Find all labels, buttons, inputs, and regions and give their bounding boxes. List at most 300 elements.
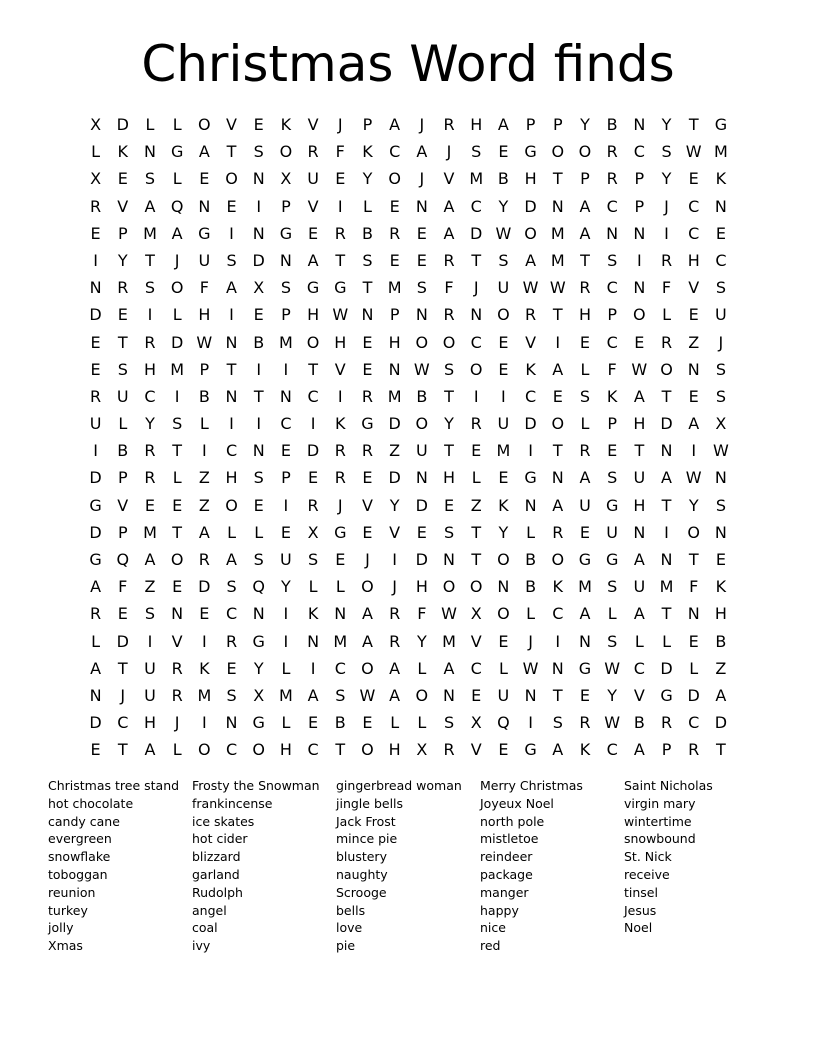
grid-letter: U bbox=[280, 550, 292, 569]
grid-letter: I bbox=[528, 441, 533, 461]
grid-letter: L bbox=[662, 631, 671, 651]
grid-letter: T bbox=[172, 522, 183, 542]
grid-letter: L bbox=[172, 169, 182, 189]
grid-letter: O bbox=[497, 305, 510, 325]
grid-letter: O bbox=[279, 142, 293, 162]
grid-letter: N bbox=[524, 685, 537, 705]
grid-letter: T bbox=[444, 441, 454, 461]
grid-letter: W bbox=[441, 604, 457, 624]
grid-letter: T bbox=[308, 359, 318, 379]
grid-letter: A bbox=[171, 223, 183, 243]
grid-letter: D bbox=[524, 196, 537, 216]
grid-letter: O bbox=[497, 550, 510, 569]
grid-letter: C bbox=[280, 414, 292, 434]
grid-letter: E bbox=[253, 115, 264, 134]
grid-letter: V bbox=[307, 115, 319, 134]
grid-letter: A bbox=[579, 223, 591, 243]
word-list-item: red bbox=[480, 938, 501, 954]
grid-row bbox=[82, 655, 735, 682]
grid-letter: N bbox=[171, 604, 184, 624]
grid-letter: I bbox=[93, 441, 98, 461]
grid-letter: E bbox=[308, 223, 319, 243]
grid-row bbox=[82, 329, 735, 356]
grid-letter: I bbox=[283, 495, 289, 515]
grid-letter: R bbox=[90, 196, 102, 216]
grid-letter: U bbox=[497, 278, 510, 298]
grid-letter: L bbox=[689, 658, 699, 678]
grid-letter: C bbox=[470, 658, 482, 678]
grid-letter: E bbox=[117, 169, 128, 189]
grid-letter: O bbox=[469, 359, 483, 379]
word-list-item: love bbox=[336, 920, 363, 936]
grid-letter: I bbox=[664, 223, 669, 243]
grid-letter: I bbox=[256, 359, 262, 379]
grid-letter: T bbox=[580, 250, 590, 270]
grid-letter: R bbox=[606, 142, 618, 162]
grid-letter: I bbox=[473, 386, 479, 406]
grid-letter: A bbox=[497, 115, 509, 134]
grid-letter: M bbox=[279, 332, 293, 352]
grid-letter: O bbox=[551, 414, 565, 434]
grid-letter: X bbox=[90, 115, 102, 134]
grid-row bbox=[82, 410, 735, 437]
grid-letter: N bbox=[660, 441, 673, 461]
grid-letter: S bbox=[308, 550, 319, 569]
grid-letter: C bbox=[225, 604, 238, 624]
grid-letter: Y bbox=[661, 169, 672, 189]
grid-letter: E bbox=[498, 142, 509, 162]
grid-letter: R bbox=[117, 278, 129, 298]
grid-letter: I bbox=[691, 441, 697, 461]
grid-letter: I bbox=[501, 386, 506, 406]
grid-letter: B bbox=[416, 386, 428, 406]
grid-letter: S bbox=[607, 250, 618, 270]
word-list-item: hot cider bbox=[192, 831, 248, 847]
grid-letter: G bbox=[89, 495, 102, 515]
grid-letter: X bbox=[416, 740, 428, 760]
grid-letter: E bbox=[389, 196, 400, 216]
grid-letter: V bbox=[525, 332, 537, 352]
grid-letter: V bbox=[361, 495, 373, 515]
grid-letter: N bbox=[551, 196, 564, 216]
grid-letter: R bbox=[198, 550, 210, 569]
grid-letter: E bbox=[498, 359, 509, 379]
grid-letter: R bbox=[307, 495, 319, 515]
grid-letter: D bbox=[89, 713, 102, 733]
grid-letter: A bbox=[443, 658, 455, 678]
word-list-item: Christmas tree stand bbox=[48, 778, 180, 793]
grid-letter: N bbox=[497, 577, 510, 597]
grid-letter: U bbox=[144, 658, 156, 678]
grid-row bbox=[82, 301, 735, 328]
grid-letter: C bbox=[688, 223, 700, 243]
grid-letter: O bbox=[469, 577, 483, 597]
grid-letter: P bbox=[117, 522, 128, 542]
grid-letter: C bbox=[606, 740, 618, 760]
word-list-item: manger bbox=[480, 884, 529, 900]
grid-letter: A bbox=[443, 223, 455, 243]
grid-letter: H bbox=[225, 468, 238, 488]
grid-letter: P bbox=[389, 305, 400, 325]
grid-letter: R bbox=[144, 441, 156, 461]
grid-letter: R bbox=[443, 250, 455, 270]
grid-letter: V bbox=[307, 196, 319, 216]
grid-letter: D bbox=[89, 468, 102, 488]
word-list-column bbox=[192, 777, 336, 955]
grid-letter: A bbox=[389, 115, 401, 134]
grid-letter: O bbox=[306, 332, 320, 352]
grid-letter: Y bbox=[580, 115, 590, 134]
grid-letter: A bbox=[226, 278, 237, 298]
grid-letter: K bbox=[715, 577, 727, 597]
grid-letter: R bbox=[225, 631, 238, 651]
grid-letter: K bbox=[579, 740, 591, 760]
grid-letter: P bbox=[281, 196, 291, 216]
grid-letter: J bbox=[174, 250, 180, 270]
word-list-item: Scrooge bbox=[336, 884, 387, 900]
word-list-item: blizzard bbox=[192, 849, 241, 865]
grid-letter: B bbox=[633, 713, 645, 733]
grid-letter: H bbox=[334, 332, 347, 352]
grid-letter: Q bbox=[116, 550, 130, 569]
grid-letter: E bbox=[688, 169, 699, 189]
grid-letter: N bbox=[443, 685, 456, 705]
grid-letter: T bbox=[362, 278, 373, 298]
grid-letter: D bbox=[170, 332, 184, 352]
grid-letter: E bbox=[362, 468, 373, 488]
grid-letter: Y bbox=[498, 196, 509, 216]
grid-letter: T bbox=[661, 604, 672, 624]
grid-letter: L bbox=[417, 658, 427, 678]
grid-letter: S bbox=[552, 713, 563, 733]
word-list-item: ice skates bbox=[192, 813, 255, 829]
grid-letter: E bbox=[688, 631, 699, 651]
grid-letter: T bbox=[471, 522, 482, 542]
grid-letter: N bbox=[252, 223, 265, 243]
grid-letter: S bbox=[144, 278, 156, 298]
grid-letter: U bbox=[198, 250, 211, 270]
grid-letter: A bbox=[361, 604, 373, 624]
grid-letter: C bbox=[225, 441, 238, 461]
grid-letter: M bbox=[170, 359, 185, 379]
grid-letter: N bbox=[633, 278, 646, 298]
grid-letter: B bbox=[117, 441, 129, 461]
grid-letter: G bbox=[714, 115, 728, 134]
grid-letter: N bbox=[578, 631, 591, 651]
grid-letter: E bbox=[172, 577, 183, 597]
grid-letter: R bbox=[443, 740, 455, 760]
grid-letter: N bbox=[279, 386, 292, 406]
grid-letter: Q bbox=[497, 713, 510, 733]
word-list-item: reunion bbox=[48, 884, 96, 900]
grid-letter: E bbox=[362, 713, 373, 733]
grid-letter: S bbox=[362, 250, 373, 270]
grid-letter: R bbox=[552, 522, 564, 542]
grid-letter: A bbox=[144, 196, 156, 216]
grid-row bbox=[82, 193, 735, 220]
grid-letter: J bbox=[718, 332, 724, 352]
grid-letter: A bbox=[443, 196, 455, 216]
grid-letter: N bbox=[361, 305, 374, 325]
grid-letter: K bbox=[362, 142, 373, 162]
grid-letter: T bbox=[552, 305, 563, 325]
word-list-item: Jesus bbox=[624, 902, 657, 918]
grid-letter: F bbox=[335, 142, 345, 162]
grid-letter: J bbox=[120, 685, 126, 705]
grid-letter: G bbox=[198, 223, 211, 243]
grid-letter: L bbox=[91, 142, 101, 162]
grid-row bbox=[82, 628, 735, 655]
grid-letter: K bbox=[280, 115, 292, 134]
grid-letter: I bbox=[147, 631, 153, 651]
grid-letter: Z bbox=[688, 332, 700, 352]
grid-letter: I bbox=[147, 305, 153, 325]
grid-letter: D bbox=[388, 468, 401, 488]
grid-letter: M bbox=[442, 631, 456, 651]
grid-letter: A bbox=[525, 250, 537, 270]
grid-letter: T bbox=[552, 169, 563, 189]
grid-letter: E bbox=[607, 441, 618, 461]
grid-letter: T bbox=[172, 441, 183, 461]
grid-letter: T bbox=[634, 441, 645, 461]
grid-letter: D bbox=[660, 658, 673, 678]
grid-letter: G bbox=[524, 142, 537, 162]
grid-letter: W bbox=[332, 305, 349, 325]
grid-letter: J bbox=[419, 115, 425, 134]
grid-letter: E bbox=[416, 223, 427, 243]
grid-letter: S bbox=[335, 685, 346, 705]
grid-letter: I bbox=[93, 250, 98, 270]
grid-letter: N bbox=[307, 631, 320, 651]
grid-letter: I bbox=[256, 414, 262, 434]
grid-letter: R bbox=[579, 713, 591, 733]
grid-letter: I bbox=[555, 332, 561, 352]
grid-letter: N bbox=[89, 278, 102, 298]
grid-letter: E bbox=[416, 250, 427, 270]
grid-letter: X bbox=[307, 522, 319, 542]
grid-letter: O bbox=[361, 577, 374, 597]
grid-letter: S bbox=[117, 359, 128, 379]
grid-letter: M bbox=[333, 631, 348, 651]
grid-letter: R bbox=[579, 441, 591, 461]
grid-letter: I bbox=[201, 441, 207, 461]
grid-letter: H bbox=[143, 359, 156, 379]
grid-letter: S bbox=[144, 169, 156, 189]
grid-letter: O bbox=[225, 495, 238, 515]
grid-letter: T bbox=[661, 495, 672, 515]
grid-letter: E bbox=[226, 658, 237, 678]
word-list-item: receive bbox=[624, 866, 670, 882]
word-list-item: virgin mary bbox=[624, 795, 696, 811]
grid-letter: C bbox=[688, 713, 700, 733]
grid-letter: N bbox=[415, 305, 428, 325]
grid-letter: D bbox=[198, 577, 211, 597]
grid-letter: I bbox=[392, 550, 398, 569]
grid-letter: H bbox=[714, 604, 727, 624]
grid-letter: L bbox=[172, 115, 182, 134]
word-list-item: Xmas bbox=[48, 938, 83, 954]
grid-letter: S bbox=[579, 386, 591, 406]
grid-letter: E bbox=[715, 223, 726, 243]
grid-letter: Z bbox=[144, 577, 156, 597]
grid-letter: P bbox=[525, 115, 536, 134]
grid-letter: G bbox=[334, 278, 347, 298]
grid-letter: D bbox=[415, 495, 428, 515]
grid-letter: I bbox=[174, 386, 180, 406]
grid-letter: M bbox=[550, 250, 565, 270]
grid-letter: S bbox=[607, 577, 618, 597]
grid-letter: E bbox=[117, 604, 128, 624]
grid-letter: R bbox=[443, 115, 455, 134]
word-list-item: angel bbox=[192, 902, 227, 918]
grid-letter: R bbox=[470, 414, 482, 434]
grid-letter: L bbox=[172, 740, 182, 760]
word-list-item: ivy bbox=[192, 938, 211, 954]
grid-letter: U bbox=[144, 685, 156, 705]
grid-letter: M bbox=[469, 169, 484, 189]
grid-letter: H bbox=[388, 740, 401, 760]
grid-letter: U bbox=[116, 386, 129, 406]
grid-letter: I bbox=[555, 631, 561, 651]
grid-letter: S bbox=[226, 577, 237, 597]
word-list-column bbox=[480, 777, 624, 955]
grid-letter: S bbox=[715, 278, 726, 298]
grid-letter: U bbox=[415, 441, 428, 461]
grid-letter: O bbox=[170, 550, 184, 569]
grid-letter: T bbox=[444, 386, 454, 406]
grid-letter: X bbox=[470, 604, 482, 624]
grid-letter: F bbox=[199, 278, 209, 298]
grid-letter: N bbox=[225, 332, 238, 352]
grid-letter: N bbox=[551, 468, 564, 488]
grid-letter: O bbox=[361, 658, 374, 678]
grid-letter: V bbox=[470, 631, 482, 651]
grid-letter: U bbox=[715, 305, 727, 325]
word-list-item: nice bbox=[480, 920, 506, 936]
grid-letter: S bbox=[144, 604, 156, 624]
grid-letter: B bbox=[525, 550, 537, 569]
grid-letter: Z bbox=[198, 468, 210, 488]
grid-letter: E bbox=[308, 713, 319, 733]
grid-letter: L bbox=[281, 713, 291, 733]
grid-letter: S bbox=[416, 278, 427, 298]
grid-letter: N bbox=[388, 359, 401, 379]
grid-letter: A bbox=[661, 468, 672, 488]
grid-letter: N bbox=[524, 495, 537, 515]
grid-letter: R bbox=[334, 441, 346, 461]
grid-letter: M bbox=[143, 223, 157, 243]
word-list-item: Noel bbox=[624, 920, 653, 936]
grid-letter: S bbox=[443, 713, 455, 733]
grid-letter: G bbox=[170, 142, 184, 162]
grid-letter: M bbox=[197, 685, 212, 705]
grid-letter: O bbox=[442, 577, 456, 597]
grid-letter: O bbox=[415, 332, 429, 352]
word-list-item: Rudolph bbox=[192, 884, 243, 900]
grid-letter: L bbox=[254, 522, 264, 542]
grid-letter: N bbox=[633, 115, 646, 134]
grid-letter: T bbox=[688, 550, 699, 569]
grid-letter: B bbox=[253, 332, 265, 352]
grid-letter: L bbox=[498, 658, 508, 678]
grid-letter: I bbox=[636, 250, 642, 270]
grid-letter: A bbox=[688, 414, 700, 434]
grid-letter: E bbox=[226, 196, 237, 216]
grid-letter: K bbox=[335, 414, 346, 434]
grid-letter: S bbox=[280, 278, 291, 298]
grid-row bbox=[82, 464, 735, 491]
grid-letter: H bbox=[687, 250, 700, 270]
grid-letter: L bbox=[471, 468, 481, 488]
grid-letter: P bbox=[634, 169, 645, 189]
grid-letter: A bbox=[144, 550, 156, 569]
word-list-item: snowbound bbox=[624, 831, 696, 847]
grid-letter: L bbox=[199, 414, 209, 434]
grid-letter: H bbox=[578, 305, 591, 325]
grid-letter: H bbox=[470, 115, 483, 134]
grid-letter: O bbox=[225, 169, 238, 189]
grid-letter: R bbox=[307, 142, 319, 162]
grid-letter: I bbox=[229, 305, 234, 325]
grid-letter: A bbox=[552, 495, 564, 515]
grid-row bbox=[82, 165, 735, 192]
grid-row bbox=[82, 247, 735, 274]
grid-letter: C bbox=[117, 713, 129, 733]
grid-letter: T bbox=[117, 658, 128, 678]
grid-letter: U bbox=[497, 685, 510, 705]
grid-letter: P bbox=[661, 740, 672, 760]
grid-letter: L bbox=[662, 305, 671, 325]
grid-letter: V bbox=[443, 169, 455, 189]
grid-letter: P bbox=[607, 305, 617, 325]
grid-letter: E bbox=[90, 223, 101, 243]
grid-letter: L bbox=[335, 577, 345, 597]
grid-letter: L bbox=[363, 196, 372, 216]
grid-letter: E bbox=[362, 332, 373, 352]
grid-letter: E bbox=[117, 305, 128, 325]
grid-letter: R bbox=[525, 305, 537, 325]
grid-letter: G bbox=[306, 278, 320, 298]
grid-letter: P bbox=[552, 115, 563, 134]
grid-letter: B bbox=[198, 386, 210, 406]
grid-letter: N bbox=[279, 250, 292, 270]
grid-letter: E bbox=[498, 468, 509, 488]
grid-row bbox=[82, 736, 735, 763]
grid-letter: O bbox=[660, 359, 673, 379]
grid-letter: A bbox=[633, 550, 645, 569]
grid-letter: Y bbox=[281, 577, 291, 597]
word-list-column bbox=[48, 777, 192, 955]
word-list-item: garland bbox=[192, 866, 240, 882]
grid-letter: V bbox=[117, 196, 129, 216]
grid-letter: O bbox=[442, 332, 456, 352]
grid-letter: N bbox=[714, 196, 727, 216]
grid-letter: G bbox=[279, 223, 293, 243]
grid-letter: I bbox=[310, 414, 316, 434]
grid-letter: K bbox=[117, 142, 129, 162]
grid-letter: E bbox=[389, 250, 400, 270]
grid-letter: E bbox=[308, 468, 319, 488]
grid-letter: H bbox=[633, 414, 646, 434]
grid-letter: D bbox=[306, 441, 320, 461]
grid-letter: U bbox=[307, 169, 319, 189]
word-list-item: turkey bbox=[48, 902, 88, 918]
grid-letter: R bbox=[579, 278, 591, 298]
grid-letter: P bbox=[281, 468, 291, 488]
grid-letter: E bbox=[471, 441, 482, 461]
grid-letter: T bbox=[716, 740, 726, 760]
grid-letter: S bbox=[715, 359, 726, 379]
